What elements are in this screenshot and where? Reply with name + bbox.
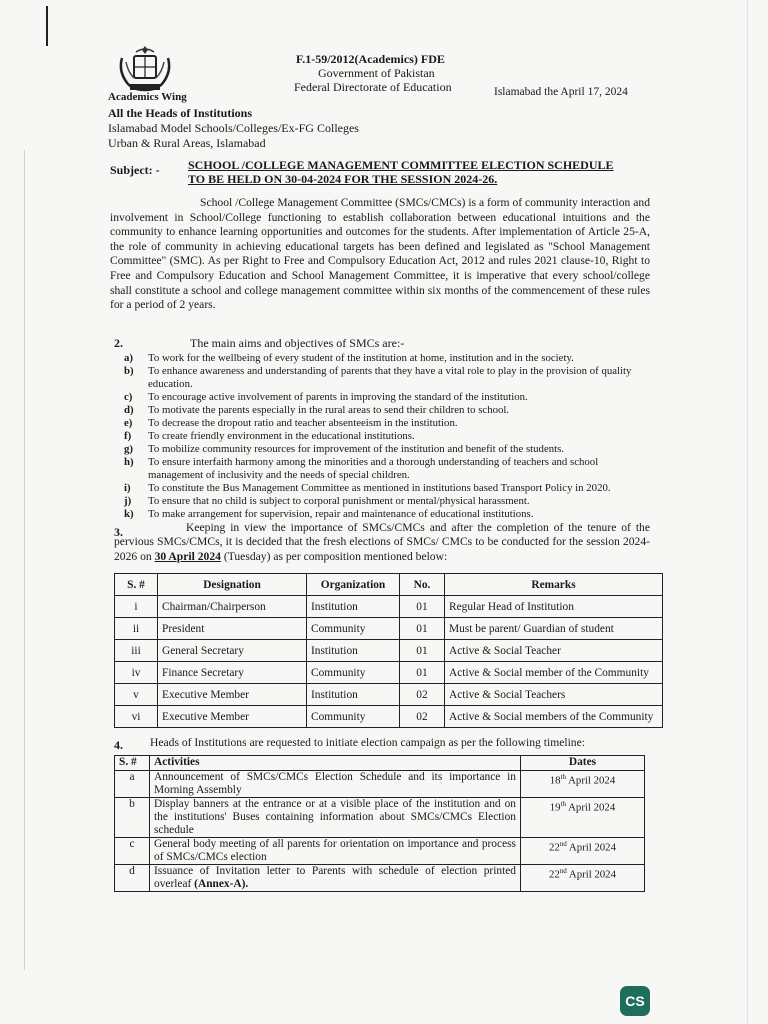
list-item (124, 430, 656, 443)
cell-sn: a (115, 771, 150, 798)
cell-no: 01 (400, 596, 445, 618)
page-edge-line (24, 150, 25, 970)
wing-name: Academics Wing (108, 91, 187, 103)
cell-date (521, 865, 645, 892)
election-date: 30 April 2024 (154, 549, 221, 563)
date-suffix: nd (559, 840, 567, 848)
list-item-text: To enhance awareness and understanding of parents that they have a vital role to play in the provision of quality education. (148, 365, 632, 390)
composition-table (114, 573, 663, 728)
section-2-title: The main aims and objectives of SMCs are:- (190, 336, 405, 350)
cell-date (521, 838, 645, 865)
date-day: 19 (549, 801, 561, 814)
reference-number: F.1-59/2012(Academics) FDE (296, 52, 445, 66)
cell-sn: vi (115, 706, 158, 728)
cell-no: 02 (400, 706, 445, 728)
section-4-number: 4. (114, 738, 123, 752)
cell-no: 01 (400, 618, 445, 640)
table-header-row (115, 574, 663, 596)
section-2-number: 2. (114, 336, 123, 350)
page-edge-line-right (747, 0, 748, 1024)
cell-designation: Executive Member (158, 684, 307, 706)
list-item (124, 352, 656, 365)
col-header-dates: Dates (521, 756, 645, 771)
table-row (115, 662, 663, 684)
col-header-activities: Activities (150, 756, 521, 771)
list-item (124, 391, 656, 404)
date-line: Islamabad the April 17, 2024 (494, 86, 628, 98)
date-suffix: th (560, 773, 567, 781)
cell-date (521, 771, 645, 798)
list-item (124, 482, 656, 495)
col-header-no: No. (400, 574, 445, 596)
cell-organization: Community (307, 662, 400, 684)
timeline-table (114, 755, 645, 892)
cell-sn: d (115, 865, 150, 892)
list-item-text: To mobilize community resources for improvement of the institution and benefit of the students. (148, 443, 565, 455)
cell-sn: c (115, 838, 150, 865)
list-item (124, 443, 656, 456)
cell-sn: iii (115, 640, 158, 662)
list-item-label: h) (124, 456, 134, 468)
annex-reference: (Annex-A). (194, 878, 249, 890)
cell-designation: Executive Member (158, 706, 307, 728)
cell-organization: Community (307, 706, 400, 728)
cell-remarks: Active & Social Teacher (445, 640, 663, 662)
date-day: 22 (549, 868, 560, 881)
cell-remarks: Active & Social member of the Community (445, 662, 663, 684)
date-suffix: nd (559, 867, 567, 875)
section-3-paragraph (114, 521, 650, 564)
cell-sn: v (115, 684, 158, 706)
list-item-text: To constitute the Bus Management Committee as mentioned in institutions based Transport Policy in 2020. (148, 482, 611, 494)
list-item (124, 508, 656, 521)
cell-activity: General body meeting of all parents for orientation on importance and process of SMCs/CMCs election (150, 838, 521, 865)
table-row (115, 684, 663, 706)
list-item-label: i) (124, 482, 131, 494)
col-header-sn: S. # (115, 574, 158, 596)
cell-sn: ii (115, 618, 158, 640)
state-emblem-icon (116, 44, 174, 94)
table-row (115, 706, 663, 728)
date-month: April 2024 (566, 841, 616, 854)
section-4-text: Heads of Institutions are requested to initiate election campaign as per the following timeline: (150, 736, 585, 749)
table-row (115, 865, 645, 892)
list-item-label: a) (124, 352, 133, 364)
list-item-label: b) (124, 365, 134, 377)
addressee-line-2: Islamabad Model Schools/Colleges/Ex-FG Colleges (108, 121, 359, 135)
aims-list (124, 352, 656, 521)
list-item-text: To work for the wellbeing of every student of the institution at home, institution and in the society. (148, 352, 574, 364)
list-item-text: To decrease the dropout ratio and teacher absenteeism in the institution. (148, 417, 458, 429)
date-month: April 2024 (566, 801, 616, 814)
pen-mark (46, 6, 48, 46)
cell-designation: General Secretary (158, 640, 307, 662)
cell-activity (150, 865, 521, 892)
list-item-text: To encourage active involvement of parents in improving the standard of the institution. (148, 391, 528, 403)
addressee: All the Heads of Institutions (108, 106, 253, 120)
cell-no: 02 (400, 684, 445, 706)
col-header-remarks: Remarks (445, 574, 663, 596)
col-header-designation: Designation (158, 574, 307, 596)
camscanner-badge: CS (620, 986, 650, 1016)
cell-organization: Community (307, 618, 400, 640)
date-month: April 2024 (566, 774, 616, 787)
subject-label: Subject: - (110, 163, 160, 177)
cell-organization: Institution (307, 596, 400, 618)
cell-remarks: Active & Social Teachers (445, 684, 663, 706)
list-item-text: To ensure interfaith harmony among the minorities and a thorough understanding of teachers and school management of inclusivity and the needs of special children. (148, 456, 599, 481)
cell-designation: President (158, 618, 307, 640)
cell-activity: Announcement of SMCs/CMCs Election Schedule and its importance in Morning Assembly (150, 771, 521, 798)
date-suffix: th (560, 800, 567, 808)
table-row (115, 596, 663, 618)
cell-no: 01 (400, 640, 445, 662)
list-item-text: To make arrangement for supervision, repair and maintenance of educational institutions. (148, 508, 534, 520)
date-day: 18 (549, 774, 561, 787)
table-row (115, 640, 663, 662)
list-item (124, 365, 656, 391)
table-row (115, 838, 645, 865)
col-header-organization: Organization (307, 574, 400, 596)
date-day: 22 (549, 841, 560, 854)
cell-no: 01 (400, 662, 445, 684)
col-header-sn: S. # (115, 756, 150, 771)
subject-line-2: TO BE HELD ON 30-04-2024 FOR THE SESSION 2024-26. (188, 172, 498, 186)
section-3-number: 3. (114, 525, 123, 539)
cell-remarks: Regular Head of Institution (445, 596, 663, 618)
cell-sn: iv (115, 662, 158, 684)
list-item-label: e) (124, 417, 133, 429)
list-item-label: f) (124, 430, 132, 442)
cell-organization: Institution (307, 684, 400, 706)
cell-date (521, 798, 645, 838)
list-item-text: To ensure that no child is subject to corporal punishment or mental/physical harassment. (148, 495, 530, 507)
table-row (115, 771, 645, 798)
list-item-label: c) (124, 391, 133, 403)
cell-remarks: Active & Social members of the Community (445, 706, 663, 728)
date-month: April 2024 (566, 868, 616, 881)
cell-designation: Chairman/Chairperson (158, 596, 307, 618)
cell-remarks: Must be parent/ Guardian of student (445, 618, 663, 640)
cell-sn: i (115, 596, 158, 618)
list-item (124, 456, 656, 482)
list-item-text: To motivate the parents especially in the rural areas to send their children to school. (148, 404, 510, 416)
subject-line-1: SCHOOL /COLLEGE MANAGEMENT COMMITTEE ELECTION SCHEDULE (188, 158, 614, 172)
org-government: Government of Pakistan (318, 66, 435, 80)
intro-paragraph: School /College Management Committee (SMCs/CMCs) is a form of community interaction and involvement in School/College functioning to establish collaboration between educational intuitions and the community to enhance learning opportunities and outcomes for the students. After implementation of Article 25-A, the role of community in achieving educational targets has been defined and legislated as "School Management Committee" (SMC). As per Right to Free and Compulsory Education Act, 2012 and rules 2021 clause-10, Right to Free and Compulsory Education and School Management Committee, it is imperative that every school/college shall constitute a school and college management committee within six months of the commencement of these rules for a period of 2 years. (110, 196, 650, 312)
section-3-text-after: (Tuesday) as per composition mentioned below: (220, 549, 448, 563)
list-item-label: k) (124, 508, 134, 520)
table-row (115, 798, 645, 838)
cell-organization: Institution (307, 640, 400, 662)
list-item-label: g) (124, 443, 133, 455)
list-item-label: d) (124, 404, 134, 416)
list-item-label: j) (124, 495, 132, 507)
cell-sn: b (115, 798, 150, 838)
table-row (115, 618, 663, 640)
activity-text: Issuance of Invitation letter to Parents with schedule of election printed overleaf (154, 865, 516, 890)
list-item-text: To create friendly environment in the educational institutions. (148, 430, 415, 442)
cell-designation: Finance Secretary (158, 662, 307, 684)
addressee-line-3: Urban & Rural Areas, Islamabad (108, 136, 266, 150)
table-header-row (115, 756, 645, 771)
list-item (124, 404, 656, 417)
section-3-text-before: Keeping in view the importance of SMCs/CMCs and after the completion of the tenure of the pervious SMCs/CMCs, it is decided that the fresh elections of SMCs/ CMCs to be conducted for the session 2024-2026 on (114, 521, 650, 563)
cell-activity: Display banners at the entrance or at a visible place of the institution and on the institutions' Buses containing information about SMCs/CMCs Election schedule (150, 798, 521, 838)
org-directorate: Federal Directorate of Education (294, 80, 452, 94)
list-item (124, 495, 656, 508)
list-item (124, 417, 656, 430)
